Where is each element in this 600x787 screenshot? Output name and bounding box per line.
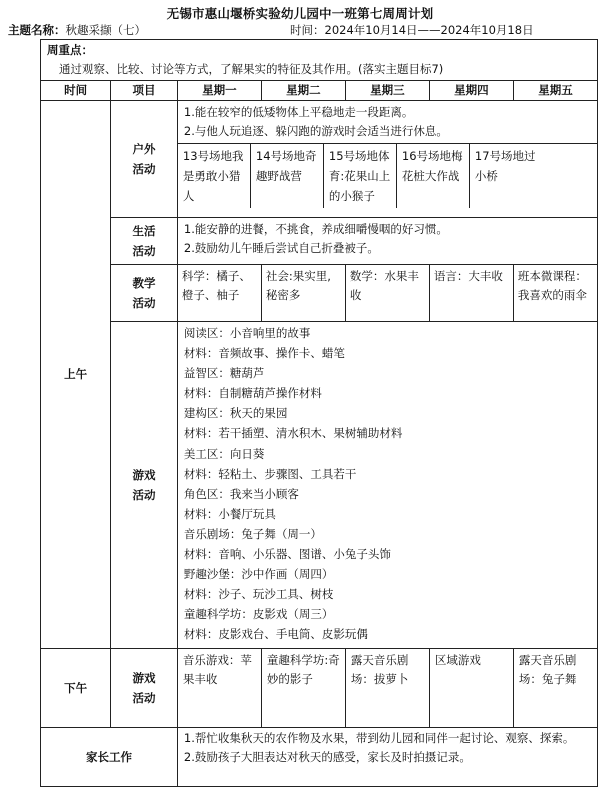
page-title: 无锡市惠山堰桥实验幼儿园中一班第七周周计划 — [166, 6, 434, 21]
life-goal: 2.鼓励幼儿午睡后尝试自己折叠被子。 — [183, 241, 379, 255]
header-wednesday: 星期三 — [345, 81, 429, 101]
outdoor-label: 户外 活动 — [111, 101, 178, 218]
theme-info — [8, 22, 146, 38]
game-area-line: 材料：轻粘土、步骤图、工具若干 — [183, 466, 357, 481]
outdoor-wednesday: 15号场地体育:花果山上的小猴子 — [324, 144, 397, 208]
focus-label: 周重点： — [47, 43, 93, 57]
game-area-line: 阅读区：小音响里的故事 — [183, 326, 311, 340]
game-area-line: 材料：皮影戏台、手电筒、皮影玩偶 — [183, 627, 368, 642]
outdoor-tuesday: 14号场地奇趣野战营 — [251, 144, 324, 208]
theme-label: 主题名称： — [8, 23, 66, 37]
header-item: 项目 — [111, 81, 178, 101]
parent-label: 家长工作 — [41, 728, 178, 787]
focus-text: 通过观察、比较、讨论等方式，了解果实的特征及其作用。(落实主题目标7) — [59, 62, 444, 76]
weekly-plan-table — [40, 39, 598, 787]
game-area-line: 音乐剧场：兔子舞（周一） — [183, 526, 322, 541]
game-area-line: 建构区：秋天的果园 — [183, 406, 288, 421]
teaching-wednesday: 数学：水果丰收 — [345, 265, 429, 322]
game-area-line: 益智区：糖葫芦 — [183, 366, 265, 381]
game-label: 游戏 活动 — [111, 322, 178, 649]
afternoon-tuesday: 童趣科学坊:奇妙的影子 — [261, 649, 345, 728]
game-content — [177, 322, 597, 649]
week-focus — [41, 40, 598, 81]
outdoor-goal: 1.能在较窄的低矮物体上平稳地走一段距离。 — [183, 105, 414, 119]
game-area-line: 角色区：我来当小顾客 — [183, 486, 299, 501]
outdoor-thursday: 16号场地梅花桩大作战 — [397, 144, 470, 208]
parent-line: 2.鼓励孩子大胆表达对秋天的感受，家长及时拍摄记录。 — [183, 750, 471, 764]
outdoor-goal: 2.与他人玩追逐、躲闪跑的游戏时会适当进行休息。 — [183, 124, 448, 138]
outdoor-monday: 13号场地我是勇敢小猎人 — [178, 144, 251, 208]
life-content — [177, 218, 597, 265]
game-area-line: 材料：小餐厅玩具 — [183, 506, 276, 521]
outdoor-goals — [178, 101, 597, 144]
outdoor-content — [177, 101, 597, 218]
life-goal: 1.能安静的进餐，不挑食，养成细嚼慢咽的好习惯。 — [183, 222, 448, 236]
game-area-line: 材料：音频故事、操作卡、蜡笔 — [183, 346, 345, 361]
teaching-friday: 班本微课程：我喜欢的雨伞 — [513, 265, 597, 322]
teaching-thursday: 语言：大丰收 — [429, 265, 513, 322]
theme-name: 秋趣采撷（七） — [65, 23, 146, 37]
header-row — [41, 81, 598, 101]
header-time: 时间 — [41, 81, 111, 101]
parent-content — [177, 728, 597, 787]
afternoon-friday: 露天音乐剧场：兔子舞 — [513, 649, 597, 728]
parent-line: 1.帮忙收集秋天的农作物及水果，带到幼儿园和同伴一起讨论、观察、探索。 — [183, 731, 575, 745]
meta-row — [8, 22, 596, 38]
life-label: 生活 活动 — [111, 218, 178, 265]
afternoon-thursday: 区域游戏 — [429, 649, 513, 728]
afternoon-game-label: 游戏 活动 — [111, 649, 178, 728]
date-range: 时间：2024年10月14日——2024年10月18日 — [290, 23, 534, 37]
header-monday: 星期一 — [177, 81, 261, 101]
game-area-line: 材料：沙子、玩沙工具、树枝 — [183, 587, 334, 602]
game-area-line: 童趣科学坊：皮影戏（周三） — [183, 607, 334, 622]
teaching-monday: 科学：橘子、橙子、柚子 — [177, 265, 261, 322]
game-area-line: 材料：若干插塑、清水积木、果树辅助材料 — [183, 426, 403, 441]
game-area-line: 美工区：向日葵 — [183, 446, 265, 461]
game-area-line: 野趣沙堡：沙中作画（周四） — [183, 567, 334, 582]
teaching-label: 教学 活动 — [111, 265, 178, 322]
header-tuesday: 星期二 — [261, 81, 345, 101]
outdoor-friday: 17号场地过小桥 — [474, 149, 536, 183]
game-area-line: 材料：自制糖葫芦操作材料 — [183, 386, 322, 401]
morning-label: 上午 — [41, 101, 111, 649]
afternoon-monday: 音乐游戏：苹果丰收 — [177, 649, 261, 728]
header-thursday: 星期四 — [429, 81, 513, 101]
teaching-tuesday: 社会:果实里,秘密多 — [261, 265, 345, 322]
game-area-line: 材料：音响、小乐器、图谱、小兔子头饰 — [183, 547, 391, 562]
header-friday: 星期五 — [513, 81, 597, 101]
outdoor-days — [178, 144, 597, 208]
afternoon-label: 下午 — [41, 649, 111, 728]
afternoon-wednesday: 露天音乐剧场：拔萝卜 — [345, 649, 429, 728]
